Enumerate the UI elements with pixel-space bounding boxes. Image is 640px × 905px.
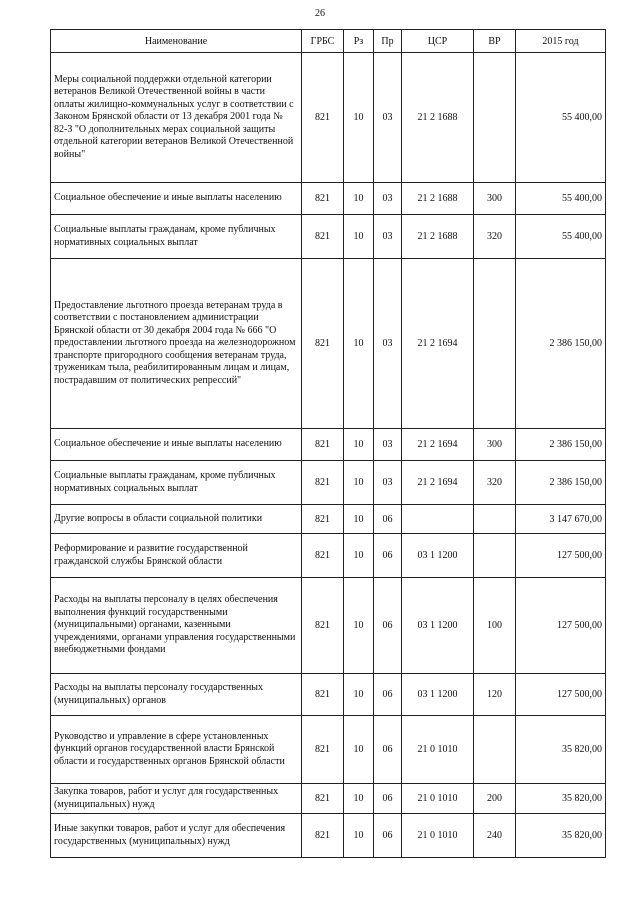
row-grbs: 821 [302, 429, 344, 461]
row-vr: 100 [474, 578, 516, 674]
row-name: Социальное обеспечение и иные выплаты населению [51, 429, 302, 461]
table-row [51, 259, 606, 429]
row-grbs: 821 [302, 461, 344, 505]
table-row [51, 534, 606, 578]
row-vr [474, 505, 516, 534]
row-vr: 300 [474, 429, 516, 461]
row-rz: 10 [344, 259, 374, 429]
row-grbs: 821 [302, 215, 344, 259]
row-pr: 06 [374, 534, 402, 578]
table-row [51, 716, 606, 784]
row-rz: 10 [344, 429, 374, 461]
budget-table [50, 29, 606, 858]
row-vr: 240 [474, 814, 516, 858]
row-csr: 03 1 1200 [402, 674, 474, 716]
row-csr: 21 2 1694 [402, 259, 474, 429]
row-name: Иные закупки товаров, работ и услуг для обеспечения государственных (муниципальных) нужд [51, 814, 302, 858]
row-vr [474, 259, 516, 429]
row-amount: 2 386 150,00 [516, 461, 606, 505]
table-row [51, 183, 606, 215]
row-rz: 10 [344, 505, 374, 534]
row-amount: 2 386 150,00 [516, 259, 606, 429]
row-pr: 03 [374, 215, 402, 259]
row-rz: 10 [344, 215, 374, 259]
row-amount: 127 500,00 [516, 578, 606, 674]
row-pr: 06 [374, 505, 402, 534]
table-row [51, 215, 606, 259]
row-rz: 10 [344, 716, 374, 784]
header-vr: ВР [474, 30, 516, 53]
row-amount: 127 500,00 [516, 674, 606, 716]
row-csr: 21 0 1010 [402, 716, 474, 784]
row-rz: 10 [344, 578, 374, 674]
row-amount: 2 386 150,00 [516, 429, 606, 461]
row-amount: 3 147 670,00 [516, 505, 606, 534]
row-csr: 21 0 1010 [402, 784, 474, 814]
row-rz: 10 [344, 534, 374, 578]
header-pr: Пр [374, 30, 402, 53]
row-name: Закупка товаров, работ и услуг для государственных (муниципальных) нужд [51, 784, 302, 814]
row-rz: 10 [344, 674, 374, 716]
row-grbs: 821 [302, 578, 344, 674]
table-row [51, 53, 606, 183]
row-vr [474, 53, 516, 183]
row-vr: 200 [474, 784, 516, 814]
row-grbs: 821 [302, 505, 344, 534]
row-grbs: 821 [302, 716, 344, 784]
row-pr: 03 [374, 429, 402, 461]
row-name: Предоставление льготного проезда ветеранам труда в соответствии с постановлением администрации Брянской области от 30 декабря 2004 года № 666 "О предоставлении льготного проезда на железнодорожном транспорте пригородного сообщения ветеранам труда, труженикам тыла, реабилитированным лицам и лицам, пострадавшим от политических репрессий" [51, 259, 302, 429]
row-name: Социальное обеспечение и иные выплаты населению [51, 183, 302, 215]
row-csr: 21 2 1688 [402, 215, 474, 259]
row-pr: 06 [374, 814, 402, 858]
row-name: Социальные выплаты гражданам, кроме публичных нормативных социальных выплат [51, 461, 302, 505]
row-rz: 10 [344, 461, 374, 505]
row-rz: 10 [344, 53, 374, 183]
row-name: Расходы на выплаты персоналу государственных (муниципальных) органов [51, 674, 302, 716]
row-vr: 300 [474, 183, 516, 215]
row-amount: 35 820,00 [516, 784, 606, 814]
table-row [51, 461, 606, 505]
table-row [51, 674, 606, 716]
row-pr: 06 [374, 716, 402, 784]
row-amount: 55 400,00 [516, 183, 606, 215]
row-pr: 06 [374, 578, 402, 674]
table-row [51, 814, 606, 858]
header-grbs: ГРБС [302, 30, 344, 53]
header-name: Наименование [51, 30, 302, 53]
row-csr: 21 2 1694 [402, 429, 474, 461]
row-amount: 35 820,00 [516, 716, 606, 784]
row-vr: 120 [474, 674, 516, 716]
row-name: Реформирование и развитие государственной гражданской службы Брянской области [51, 534, 302, 578]
row-grbs: 821 [302, 674, 344, 716]
row-csr: 03 1 1200 [402, 534, 474, 578]
row-amount: 55 400,00 [516, 215, 606, 259]
page-number: 26 [315, 8, 325, 19]
row-vr [474, 716, 516, 784]
row-pr: 03 [374, 53, 402, 183]
row-vr [474, 534, 516, 578]
header-csr: ЦСР [402, 30, 474, 53]
row-grbs: 821 [302, 814, 344, 858]
row-rz: 10 [344, 814, 374, 858]
row-pr: 06 [374, 784, 402, 814]
row-name: Руководство и управление в сфере установленных функций органов государственной власти Брянской области и государственных органов Брянской области [51, 716, 302, 784]
row-grbs: 821 [302, 183, 344, 215]
row-amount: 35 820,00 [516, 814, 606, 858]
header-amount-2015: 2015 год [516, 30, 606, 53]
row-csr: 03 1 1200 [402, 578, 474, 674]
table-row [51, 784, 606, 814]
row-vr: 320 [474, 215, 516, 259]
table-row [51, 578, 606, 674]
table-row [51, 429, 606, 461]
table-header-row [51, 30, 606, 53]
row-pr: 06 [374, 674, 402, 716]
row-csr [402, 505, 474, 534]
row-name: Другие вопросы в области социальной политики [51, 505, 302, 534]
row-grbs: 821 [302, 784, 344, 814]
row-pr: 03 [374, 183, 402, 215]
row-pr: 03 [374, 259, 402, 429]
row-rz: 10 [344, 784, 374, 814]
header-rz: Рз [344, 30, 374, 53]
row-csr: 21 2 1688 [402, 53, 474, 183]
row-grbs: 821 [302, 259, 344, 429]
row-csr: 21 2 1688 [402, 183, 474, 215]
row-pr: 03 [374, 461, 402, 505]
row-name: Меры социальной поддержки отдельной категории ветеранов Великой Отечественной войны в части оплаты жилищно-коммунальных услуг в соответствии с Законом Брянской области от 13 декабря 2001 года № 82-З "О дополнительных мерах социальной защиты отдельной категории ветеранов Великой Отечественной войны" [51, 53, 302, 183]
row-amount: 127 500,00 [516, 534, 606, 578]
row-grbs: 821 [302, 534, 344, 578]
row-csr: 21 0 1010 [402, 814, 474, 858]
table-row [51, 505, 606, 534]
row-amount: 55 400,00 [516, 53, 606, 183]
row-rz: 10 [344, 183, 374, 215]
row-grbs: 821 [302, 53, 344, 183]
row-csr: 21 2 1694 [402, 461, 474, 505]
row-vr: 320 [474, 461, 516, 505]
row-name: Социальные выплаты гражданам, кроме публичных нормативных социальных выплат [51, 215, 302, 259]
row-name: Расходы на выплаты персоналу в целях обеспечения выполнения функций государственными (муниципальными) органами, казенными учреждениями, органами управления государственными внебюджетными фондами [51, 578, 302, 674]
